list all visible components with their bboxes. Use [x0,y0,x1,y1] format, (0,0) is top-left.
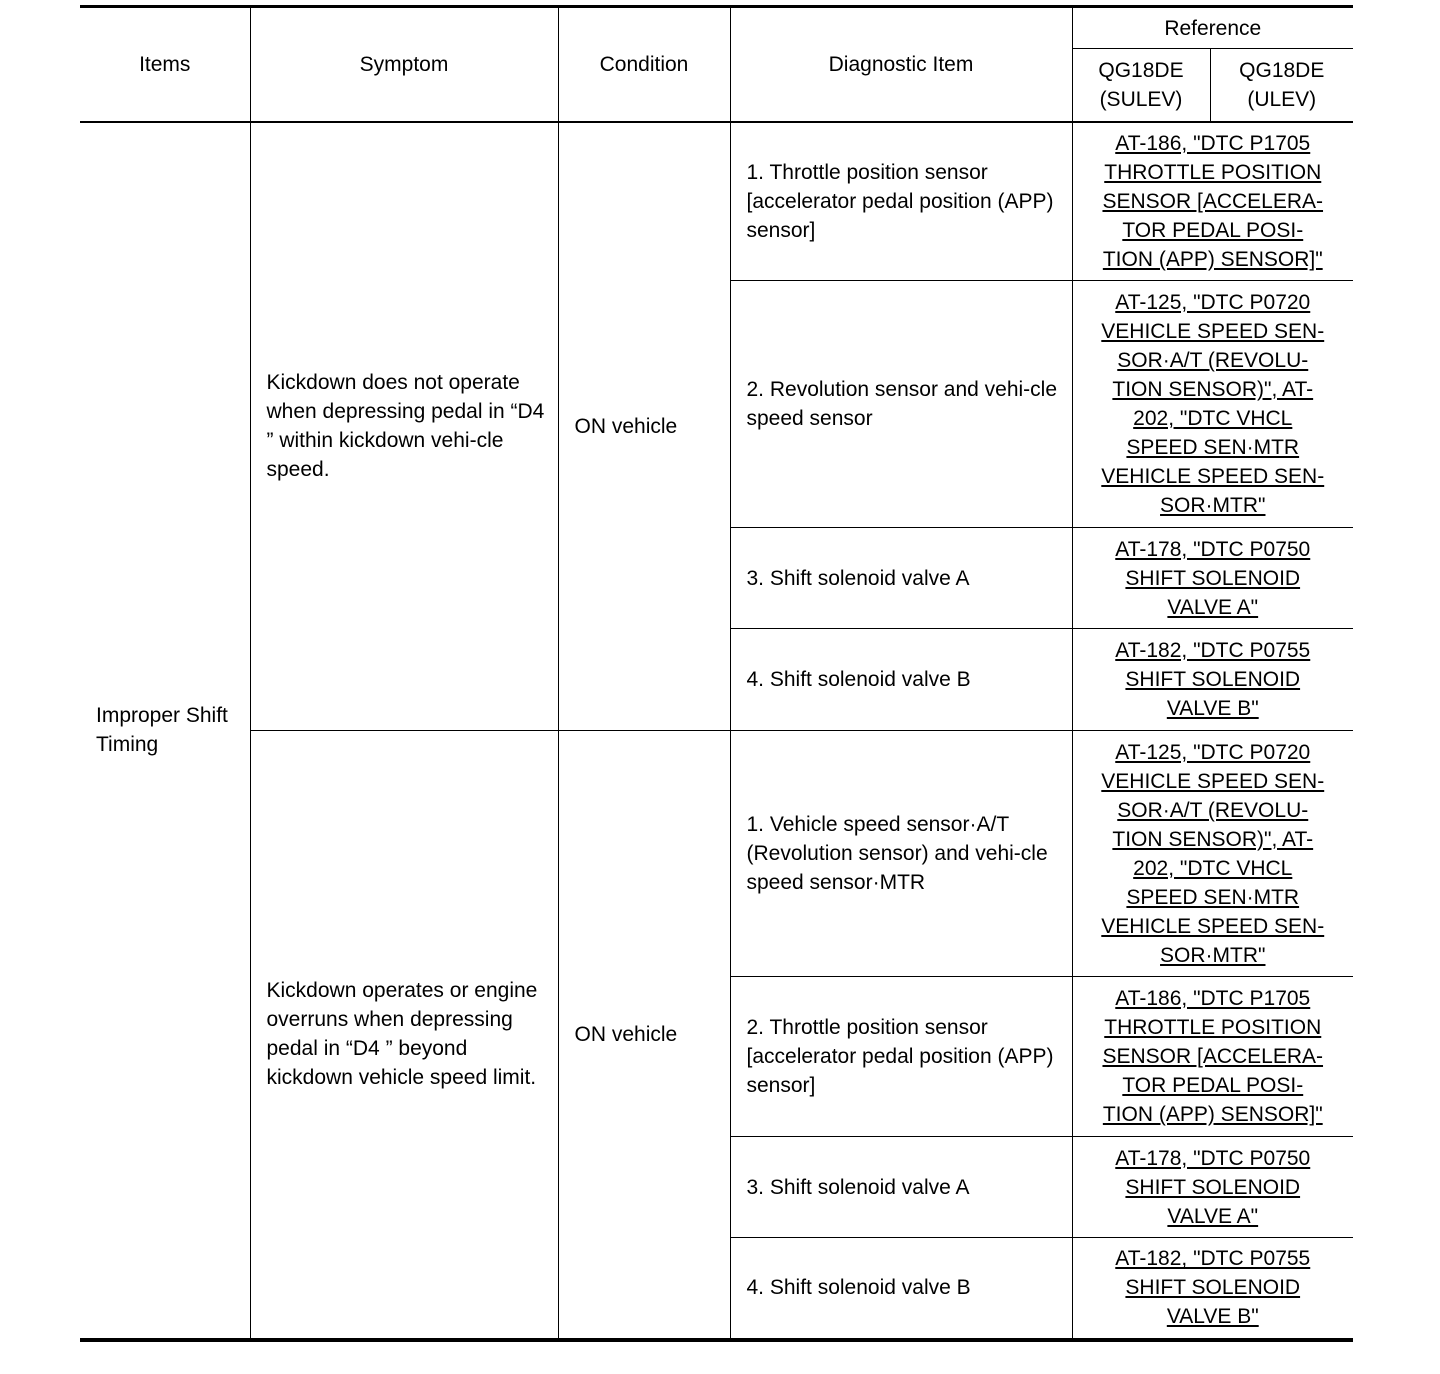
reference-link[interactable]: AT-178, "DTC P0750 SHIFT SOLENOID VALVE A" [1115,1146,1311,1228]
reference-cell [1072,629,1353,731]
header-ref-sulev: QG18DE (SULEV) [1072,49,1210,122]
reference-link[interactable]: AT-186, "DTC P1705 THROTTLE POSITION SENSOR [ACCELERA- TOR PEDAL POSI- TION (APP) SENSOR]" [1102,987,1324,1126]
symptom-cell-2: Kickdown operates or engine overruns when depressing pedal in “D4 ” beyond kickdown vehicle speed limit. [250,731,558,1340]
header-ref-ulev: QG18DE (ULEV) [1210,49,1353,122]
condition-cell-2: ON vehicle [558,731,730,1340]
diagnostic-table [80,5,1353,1342]
diagnostic-item: 4. Shift solenoid valve B [730,629,1072,731]
reference-cell [1072,731,1353,977]
symptom-cell-1: Kickdown does not operate when depressing pedal in “D4 ” within kickdown vehi-cle speed. [250,122,558,731]
diagnostic-item: 2. Throttle position sensor [accelerator pedal position (APP) sensor] [730,977,1072,1137]
reference-cell [1072,1238,1353,1340]
reference-link[interactable]: AT-182, "DTC P0755 SHIFT SOLENOID VALVE B" [1115,1247,1311,1329]
condition-cell-1: ON vehicle [558,122,730,731]
diagnostic-item: 1. Vehicle speed sensor·A/T (Revolution sensor) and vehi-cle speed sensor·MTR [730,731,1072,977]
reference-link[interactable]: AT-178, "DTC P0750 SHIFT SOLENOID VALVE A" [1115,537,1311,619]
reference-link[interactable]: AT-182, "DTC P0755 SHIFT SOLENOID VALVE B" [1115,639,1311,720]
reference-cell [1072,1137,1353,1238]
diagnostic-item: 3. Shift solenoid valve A [730,528,1072,629]
header-diagnostic-item: Diagnostic Item [730,7,1072,122]
reference-cell [1072,977,1353,1137]
diagnostic-item: 2. Revolution sensor and vehi-cle speed sensor [730,281,1072,528]
header-symptom: Symptom [250,7,558,122]
reference-link[interactable]: AT-125, "DTC P0720 VEHICLE SPEED SEN- SOR·A/T (REVOLU- TION SENSOR)", AT- 202, "DTC VHCL SPEED SEN·MTR VEHICLE SPEED SEN- SOR·MTR" [1101,291,1325,517]
reference-cell [1072,281,1353,528]
header-reference: Reference [1072,7,1353,49]
reference-cell [1072,122,1353,281]
header-condition: Condition [558,7,730,122]
reference-link[interactable]: AT-186, "DTC P1705 THROTTLE POSITION SENSOR [ACCELERA- TOR PEDAL POSI- TION (APP) SENSOR]" [1102,131,1324,271]
reference-cell [1072,528,1353,629]
header-items: Items [80,7,250,122]
item-cell: Improper Shift Timing [80,122,250,1340]
reference-link[interactable]: AT-125, "DTC P0720 VEHICLE SPEED SEN- SOR·A/T (REVOLU- TION SENSOR)", AT- 202, "DTC VHCL SPEED SEN·MTR VEHICLE SPEED SEN- SOR·MTR" [1101,740,1325,967]
diagnostic-item: 3. Shift solenoid valve A [730,1137,1072,1238]
diagnostic-item: 1. Throttle position sensor [accelerator pedal position (APP) sensor] [730,122,1072,281]
diagnostic-item: 4. Shift solenoid valve B [730,1238,1072,1340]
